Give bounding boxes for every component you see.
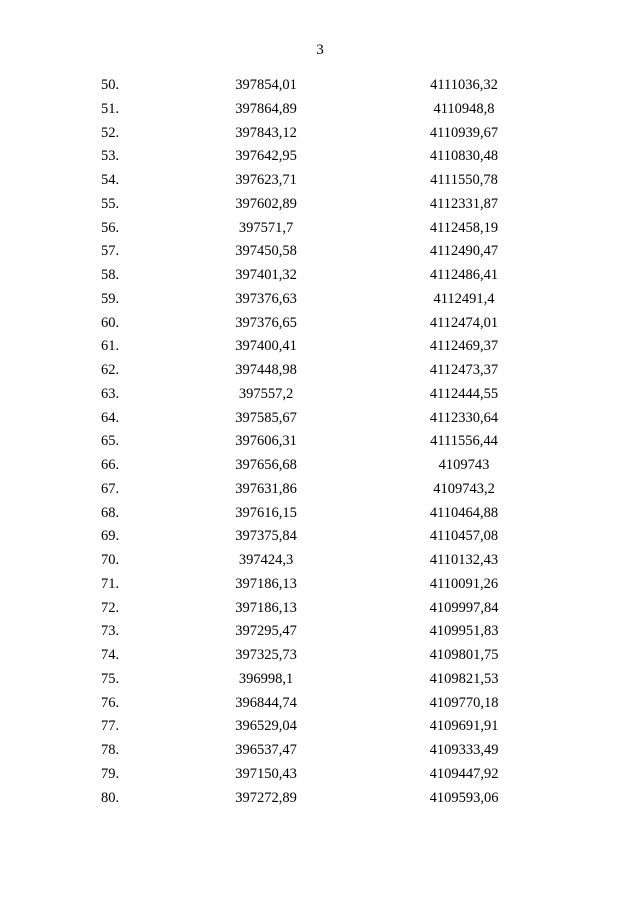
- point-number: 62.: [101, 362, 120, 378]
- x-coordinate: 397186,13: [235, 575, 297, 592]
- y-coordinate: 4109997,84: [429, 599, 499, 616]
- table-row: [0, 763, 640, 787]
- y-coordinate: 4112474,01: [429, 314, 499, 331]
- table-row: [0, 169, 640, 193]
- y-coordinate: 4109333,49: [429, 742, 499, 758]
- y-coordinate: 4112444,55: [429, 385, 499, 402]
- x-coordinate: 397401,32: [235, 267, 297, 283]
- point-number: 77.: [101, 718, 120, 735]
- x-coordinate: 397656,68: [235, 457, 297, 473]
- table-row: [0, 383, 640, 407]
- table-row: [0, 264, 640, 288]
- x-coordinate: 397642,95: [235, 148, 297, 165]
- table-row: [0, 597, 640, 621]
- page-number: 3: [316, 42, 324, 58]
- table-row: [0, 454, 640, 478]
- point-number: 71.: [101, 575, 120, 592]
- x-coordinate: 396537,47: [235, 742, 297, 758]
- y-coordinate: 4109743: [438, 457, 490, 473]
- x-coordinate: 397606,31: [235, 433, 297, 450]
- y-coordinate: 4112486,41: [429, 267, 499, 283]
- x-coordinate: 397295,47: [235, 623, 297, 640]
- y-coordinate: 4109743,2: [433, 480, 495, 497]
- x-coordinate: 397854,01: [235, 77, 297, 93]
- y-coordinate: 4112473,37: [429, 362, 499, 378]
- x-coordinate: 397602,89: [235, 195, 297, 212]
- table-row: [0, 549, 640, 573]
- x-coordinate: 397571,7: [238, 219, 294, 236]
- y-coordinate: 4112490,47: [429, 243, 499, 260]
- table-row: [0, 430, 640, 454]
- x-coordinate: 397375,84: [235, 528, 297, 545]
- point-number: 78.: [101, 742, 120, 758]
- point-number: 61.: [101, 338, 120, 355]
- y-coordinate: 4110457,08: [429, 528, 499, 545]
- x-coordinate: 397424,3: [238, 552, 294, 568]
- table-row: [0, 478, 640, 502]
- point-number: 72.: [101, 599, 120, 616]
- x-coordinate: 397557,2: [238, 385, 294, 402]
- point-number: 59.: [101, 290, 120, 307]
- point-number: 76.: [101, 694, 120, 711]
- point-number: 64.: [101, 409, 120, 426]
- table-row: [0, 644, 640, 668]
- x-coordinate: 397150,43: [235, 765, 297, 782]
- point-number: 60.: [101, 314, 120, 331]
- y-coordinate: 4109691,91: [429, 718, 499, 735]
- point-number: 50.: [101, 77, 120, 93]
- y-coordinate: 4109951,83: [429, 623, 499, 640]
- table-row: [0, 359, 640, 383]
- x-coordinate: 397186,13: [235, 599, 297, 616]
- x-coordinate: 397843,12: [235, 124, 297, 141]
- table-row: [0, 573, 640, 597]
- point-number: 55.: [101, 195, 120, 212]
- point-number: 75.: [101, 670, 120, 687]
- table-row: [0, 787, 640, 811]
- table-row: [0, 122, 640, 146]
- x-coordinate: 397376,65: [235, 314, 297, 331]
- point-number: 69.: [101, 528, 120, 545]
- x-coordinate: 396529,04: [235, 718, 297, 735]
- x-coordinate: 396844,74: [235, 694, 297, 711]
- point-number: 79.: [101, 765, 120, 782]
- y-coordinate: 4109770,18: [429, 694, 499, 711]
- point-number: 56.: [101, 219, 120, 236]
- point-number: 67.: [101, 480, 120, 497]
- point-number: 53.: [101, 148, 120, 165]
- y-coordinate: 4112491,4: [433, 290, 495, 307]
- x-coordinate: 397272,89: [235, 789, 297, 806]
- y-coordinate: 4112331,87: [429, 195, 499, 212]
- y-coordinate: 4112458,19: [429, 219, 499, 236]
- x-coordinate: 396998,1: [238, 670, 294, 687]
- table-row: [0, 502, 640, 526]
- y-coordinate: 4110464,88: [429, 504, 499, 521]
- point-number: 52.: [101, 124, 120, 141]
- x-coordinate: 397450,58: [235, 243, 297, 260]
- table-row: [0, 240, 640, 264]
- x-coordinate: 397616,15: [235, 504, 297, 521]
- x-coordinate: 397400,41: [235, 338, 297, 355]
- point-number: 70.: [101, 552, 120, 568]
- point-number: 66.: [101, 457, 120, 473]
- point-number: 54.: [101, 172, 120, 188]
- point-number: 58.: [101, 267, 120, 283]
- table-row: [0, 193, 640, 217]
- y-coordinate: 4110132,43: [429, 552, 499, 568]
- x-coordinate: 397585,67: [235, 409, 297, 426]
- table-row: [0, 288, 640, 312]
- x-coordinate: 397623,71: [235, 172, 297, 188]
- point-number: 68.: [101, 504, 120, 521]
- y-coordinate: 4109821,53: [429, 670, 499, 687]
- table-row: [0, 620, 640, 644]
- point-number: 74.: [101, 647, 120, 663]
- y-coordinate: 4111036,32: [430, 77, 498, 93]
- x-coordinate: 397376,63: [235, 290, 297, 307]
- table-row: [0, 407, 640, 431]
- table-row: [0, 715, 640, 739]
- coordinate-table: [0, 74, 640, 810]
- x-coordinate: 397631,86: [235, 480, 297, 497]
- point-number: 57.: [101, 243, 120, 260]
- x-coordinate: 397864,89: [235, 100, 297, 117]
- table-row: [0, 98, 640, 122]
- y-coordinate: 4109447,92: [429, 765, 499, 782]
- y-coordinate: 4111556,44: [430, 433, 498, 450]
- table-row: [0, 668, 640, 692]
- point-number: 51.: [101, 100, 120, 117]
- point-number: 65.: [101, 433, 120, 450]
- x-coordinate: 397448,98: [235, 362, 297, 378]
- point-number: 80.: [101, 789, 120, 806]
- y-coordinate: 4110830,48: [429, 148, 499, 165]
- y-coordinate: 4109801,75: [429, 647, 499, 663]
- y-coordinate: 4109593,06: [429, 789, 499, 806]
- table-row: [0, 312, 640, 336]
- y-coordinate: 4112469,37: [429, 338, 499, 355]
- table-row: [0, 217, 640, 241]
- y-coordinate: 4111550,78: [430, 172, 498, 188]
- table-row: [0, 692, 640, 716]
- table-row: [0, 74, 640, 98]
- y-coordinate: 4110939,67: [429, 124, 499, 141]
- table-row: [0, 739, 640, 763]
- y-coordinate: 4110091,26: [429, 575, 499, 592]
- point-number: 63.: [101, 385, 120, 402]
- y-coordinate: 4110948,8: [433, 100, 495, 117]
- point-number: 73.: [101, 623, 120, 640]
- table-row: [0, 525, 640, 549]
- table-row: [0, 335, 640, 359]
- y-coordinate: 4112330,64: [429, 409, 499, 426]
- x-coordinate: 397325,73: [235, 647, 297, 663]
- table-row: [0, 145, 640, 169]
